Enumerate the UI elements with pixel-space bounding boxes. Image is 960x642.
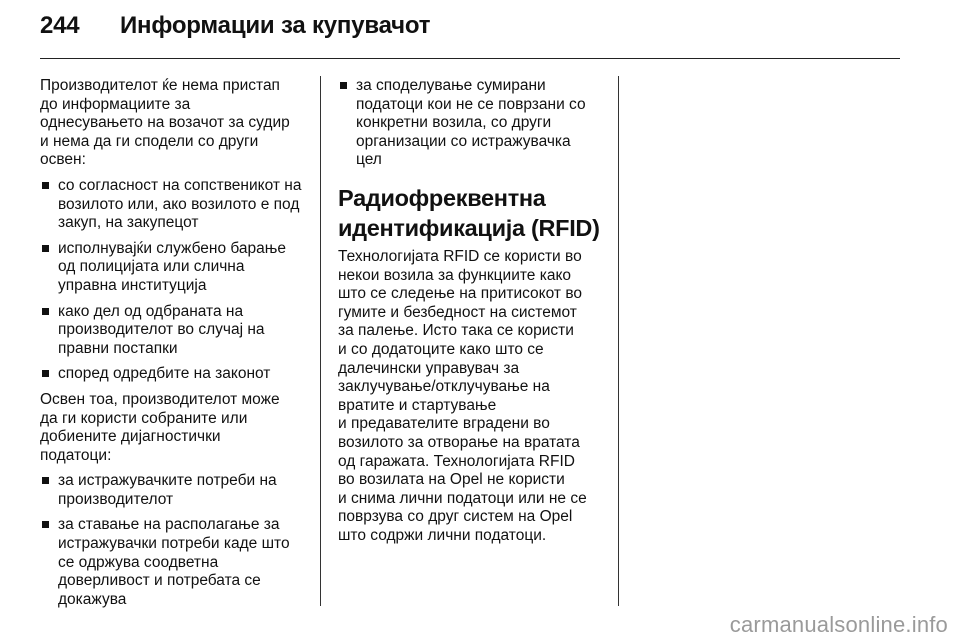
text-line: како дел од одбраната на <box>58 302 244 320</box>
text-line: заклучување/отклучување на <box>338 378 550 396</box>
text-line: и нема да ги сподели со други <box>40 132 259 150</box>
diagnostic-uses-list <box>40 472 312 609</box>
column-divider-left <box>320 76 321 606</box>
text-line: од полицијата или слична <box>58 258 245 276</box>
bullet-icon <box>42 182 49 189</box>
list-item <box>40 365 312 384</box>
bullet-icon <box>42 308 49 315</box>
text-line: за споделување сумирани <box>356 77 546 94</box>
left-column <box>40 77 312 616</box>
text-line: истражувачки потреби каде што <box>58 535 290 553</box>
text-line: Технологијата RFID се користи во <box>338 247 582 265</box>
page-header <box>40 12 430 40</box>
text-line: правни постапки <box>58 339 178 357</box>
text-line: податоци кои не се поврзани со <box>356 95 586 113</box>
bullet-icon <box>340 82 347 89</box>
column-divider-right <box>618 76 619 606</box>
text-line: закуп, на закупецот <box>58 214 199 232</box>
heading-line: Радиофреквентна <box>338 184 546 211</box>
text-line: некои возила за функциите како <box>338 266 572 284</box>
text-line: исполнувајќи службено барање <box>58 239 286 257</box>
section-heading-rfid <box>338 183 610 243</box>
text-line: докажува <box>58 590 127 608</box>
text-line: што се следење на притисокот во <box>338 285 583 303</box>
bullet-icon <box>42 245 49 252</box>
text-line: однесувањето на возачот за судир <box>40 114 290 132</box>
text-line: да ги користи собраните или <box>40 409 248 427</box>
text-line: и со додатоците како што се <box>338 340 544 358</box>
bullet-icon <box>42 521 49 528</box>
list-item <box>40 472 312 509</box>
diagnostic-paragraph <box>40 391 312 465</box>
text-line: добиените дијагностички <box>40 428 221 446</box>
bullet-icon <box>42 370 49 377</box>
text-line: во возилата на Opel не користи <box>338 471 565 489</box>
text-line: и снима лични податоци или не се <box>338 489 587 507</box>
text-line: со согласност на сопственикот на <box>58 176 302 194</box>
text-line: се одржува соодветна <box>58 553 219 571</box>
text-line: вратите и стартување <box>338 396 497 414</box>
list-item <box>40 303 312 359</box>
text-line: производителот во случај на <box>58 321 265 339</box>
intro-paragraph <box>40 77 312 170</box>
text-line: според одредбите на законот <box>58 365 271 383</box>
list-item <box>338 77 610 170</box>
text-line: возилото или, ако возилото е под <box>58 195 300 213</box>
text-line: за истражувачките потреби на <box>58 472 277 490</box>
middle-column <box>338 77 610 552</box>
header-rule <box>40 58 900 59</box>
disclosure-conditions-list <box>40 177 312 384</box>
text-line: гумите и безбедност на системот <box>338 303 577 321</box>
text-line: за ставање на располагање за <box>58 516 280 534</box>
text-line: што содржи лични податоци. <box>338 526 547 544</box>
rfid-body-paragraph <box>338 248 610 546</box>
text-line: до информациите за <box>40 95 191 113</box>
text-line: податоци: <box>40 446 112 464</box>
text-line: поврзува со друг систем на Opel <box>338 508 573 526</box>
text-line: возилото за отворање на вратата <box>338 433 580 451</box>
bullet-icon <box>42 477 49 484</box>
text-line: доверливост и потребата се <box>58 572 261 590</box>
text-line: и предавателите вградени во <box>338 415 550 433</box>
text-line: организации со истражувачка <box>356 132 571 150</box>
text-line: цел <box>356 151 382 169</box>
research-sharing-list <box>338 77 610 170</box>
page-number: 244 <box>40 12 80 39</box>
page-title: Информации за купувачот <box>120 12 431 39</box>
text-line: производителот <box>58 490 174 508</box>
list-item <box>40 516 312 609</box>
text-line: од гаражата. Технологијата RFID <box>338 452 575 470</box>
text-line: конкретни возила, со други <box>356 114 552 132</box>
watermark-link[interactable]: carmanualsonline.info <box>729 612 948 637</box>
text-line: далечински управувач за <box>338 359 520 377</box>
text-line: Производителот ќе нема пристап <box>40 77 280 94</box>
list-item <box>40 240 312 296</box>
text-line: управна институција <box>58 276 207 294</box>
text-line: за палење. Исто така се користи <box>338 322 574 340</box>
text-line: освен: <box>40 151 86 169</box>
text-line: Освен тоа, производителот може <box>40 390 280 408</box>
list-item <box>40 177 312 233</box>
heading-line: идентификација (RFID) <box>338 214 600 241</box>
